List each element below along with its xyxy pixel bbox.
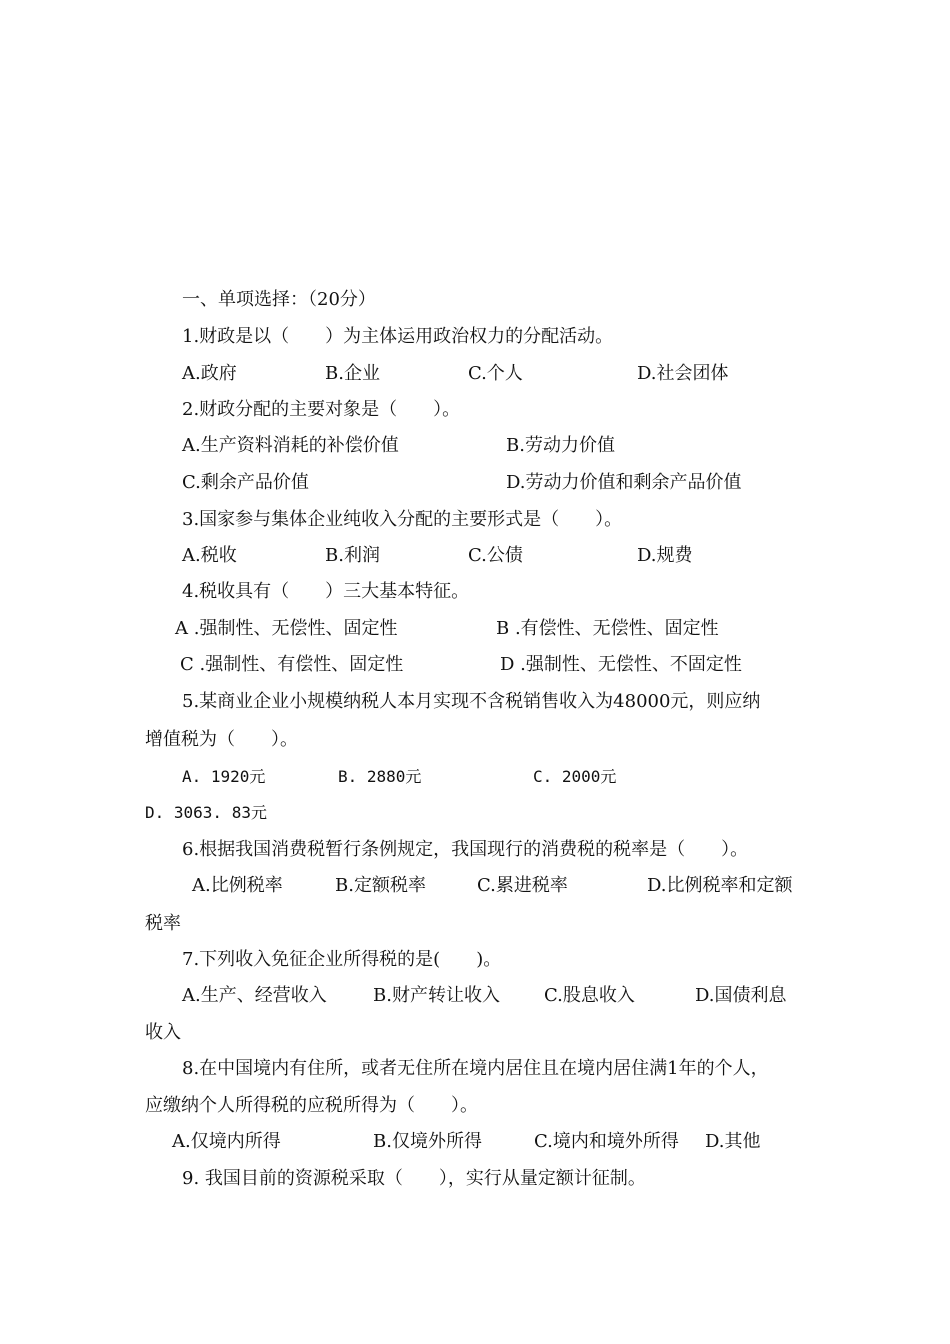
question-8-option-a: A.仅境内所得 [172,1131,281,1152]
question-3-stem: 3.国家参与集体企业纯收入分配的主要形式是（ ）。 [182,509,623,530]
question-4-option-d: D .强制性、无偿性、不固定性 [500,654,742,675]
question-1-option-c: C.个人 [468,363,523,384]
question-3-option-a: A.税收 [182,545,237,566]
question-5-option-c: C. 2000元 [533,767,617,786]
question-2-option-a: A.生产资料消耗的补偿价值 [182,435,399,456]
question-5-stem-line-2: 增值税为（ ）。 [145,729,298,750]
question-7-option-d-wrap: 收入 [145,1022,181,1043]
question-5-option-d: D. 3063. 83元 [145,803,267,822]
question-7-option-b: B.财产转让收入 [373,985,500,1006]
question-7-stem: 7.下列收入免征企业所得税的是( )。 [182,949,502,970]
question-4-option-a: A .强制性、无偿性、固定性 [175,618,398,639]
question-1-option-b: B.企业 [325,363,380,384]
question-8-stem-line-2: 应缴纳个人所得税的应税所得为（ ）。 [145,1095,478,1116]
question-7-option-d: D.国债利息 [695,985,787,1006]
question-6-stem: 6.根据我国消费税暂行条例规定，我国现行的消费税的税率是（ ）。 [182,839,749,860]
question-2-option-b: B.劳动力价值 [506,435,615,456]
question-8-option-c: C.境内和境外所得 [534,1131,679,1152]
question-6-option-d: D.比例税率和定额 [647,875,793,896]
question-5-option-b: B. 2880元 [338,767,422,786]
question-6-option-d-wrap: 税率 [145,913,181,934]
question-7-option-c: C.股息收入 [544,985,635,1006]
question-3-option-b: B.利润 [325,545,380,566]
question-3-option-c: C.公债 [468,545,523,566]
section-title: 一、单项选择：（20分） [182,289,376,310]
question-8-option-b: B.仅境外所得 [373,1131,482,1152]
question-4-option-b: B .有偿性、无偿性、固定性 [496,618,719,639]
question-4-option-c: C .强制性、有偿性、固定性 [180,654,404,675]
question-1-option-d: D.社会团体 [637,363,729,384]
question-7-option-a: A.生产、经营收入 [182,985,327,1006]
question-6-option-c: C.累进税率 [477,875,568,896]
question-3-option-d: D.规费 [637,545,693,566]
question-6-option-b: B.定额税率 [335,875,426,896]
question-2-stem: 2.财政分配的主要对象是（ ）。 [182,399,461,420]
question-4-stem: 4.税收具有（ ）三大基本特征。 [182,581,470,602]
question-9-stem: 9. 我国目前的资源税采取（ ），实行从量定额计征制。 [182,1168,646,1189]
question-2-option-c: C.剩余产品价值 [182,472,309,493]
question-8-stem-line-1: 8.在中国境内有住所，或者无住所在境内居住且在境内居住满1年的个人， [182,1058,769,1079]
question-5-option-a: A. 1920元 [182,767,266,786]
question-6-option-a: A.比例税率 [192,875,283,896]
question-8-option-d: D.其他 [705,1131,761,1152]
question-1-option-a: A.政府 [182,363,237,384]
question-1-stem: 1.财政是以（ ）为主体运用政治权力的分配活动。 [182,326,614,347]
question-5-stem-line-1: 5.某商业企业小规模纳税人本月实现不含税销售收入为48000元，则应纳 [182,691,761,712]
question-2-option-d: D.劳动力价值和剩余产品价值 [506,472,742,493]
